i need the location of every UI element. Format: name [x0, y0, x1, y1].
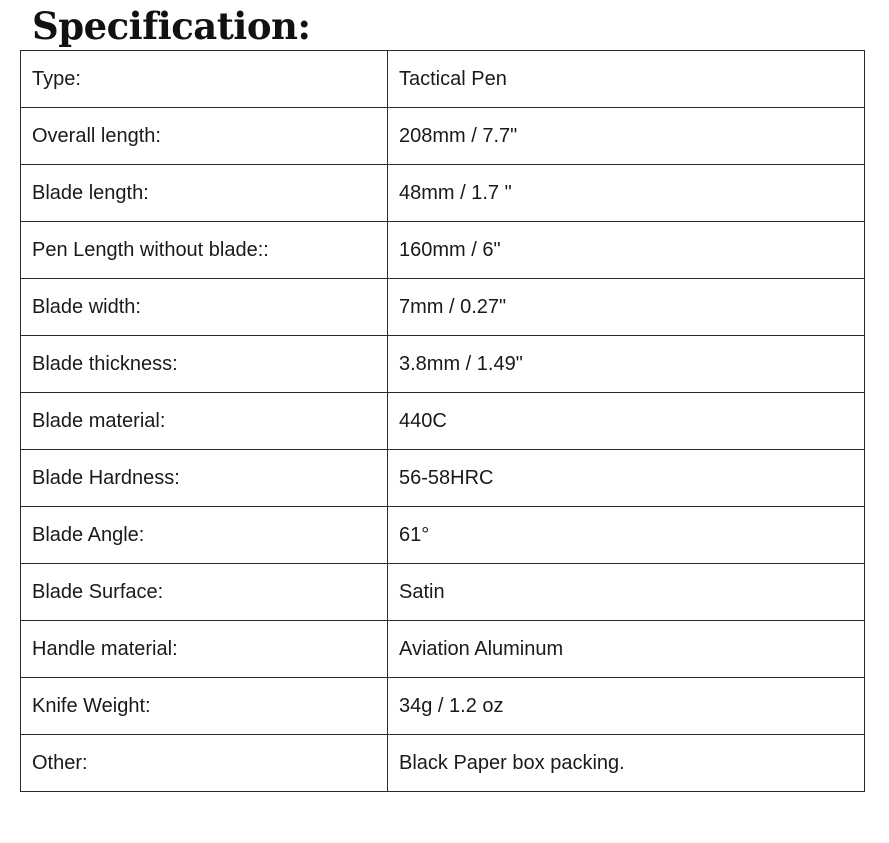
specification-table [20, 50, 865, 792]
spec-row-blade-material [21, 393, 865, 450]
spec-label: Blade width: [21, 279, 388, 336]
spec-value: 34g / 1.2 oz [388, 678, 865, 735]
spec-label: Type: [21, 51, 388, 108]
spec-row-other [21, 735, 865, 792]
spec-label: Pen Length without blade:: [21, 222, 388, 279]
spec-row-handle-material [21, 621, 865, 678]
spec-label: Other: [21, 735, 388, 792]
spec-value: 48mm / 1.7 " [388, 165, 865, 222]
spec-row-pen-length [21, 222, 865, 279]
spec-value: 61° [388, 507, 865, 564]
spec-label: Blade Surface: [21, 564, 388, 621]
spec-value: Aviation Aluminum [388, 621, 865, 678]
spec-label: Overall length: [21, 108, 388, 165]
spec-value: 160mm / 6" [388, 222, 865, 279]
spec-row-blade-angle [21, 507, 865, 564]
spec-label: Blade Angle: [21, 507, 388, 564]
spec-row-blade-width [21, 279, 865, 336]
spec-label: Blade Hardness: [21, 450, 388, 507]
spec-row-type [21, 51, 865, 108]
spec-value: 56-58HRC [388, 450, 865, 507]
spec-value: Satin [388, 564, 865, 621]
spec-label: Knife Weight: [21, 678, 388, 735]
page-title: Specification: [32, 4, 311, 48]
spec-value: 3.8mm / 1.49" [388, 336, 865, 393]
spec-value: 208mm / 7.7" [388, 108, 865, 165]
spec-value: Black Paper box packing. [388, 735, 865, 792]
spec-value: Tactical Pen [388, 51, 865, 108]
spec-value: 7mm / 0.27" [388, 279, 865, 336]
spec-value: 440C [388, 393, 865, 450]
spec-label: Blade length: [21, 165, 388, 222]
spec-label: Blade material: [21, 393, 388, 450]
spec-row-blade-length [21, 165, 865, 222]
spec-label: Handle material: [21, 621, 388, 678]
spec-row-knife-weight [21, 678, 865, 735]
spec-label: Blade thickness: [21, 336, 388, 393]
spec-row-blade-hardness [21, 450, 865, 507]
spec-row-blade-thickness [21, 336, 865, 393]
spec-row-blade-surface [21, 564, 865, 621]
spec-row-overall-length [21, 108, 865, 165]
